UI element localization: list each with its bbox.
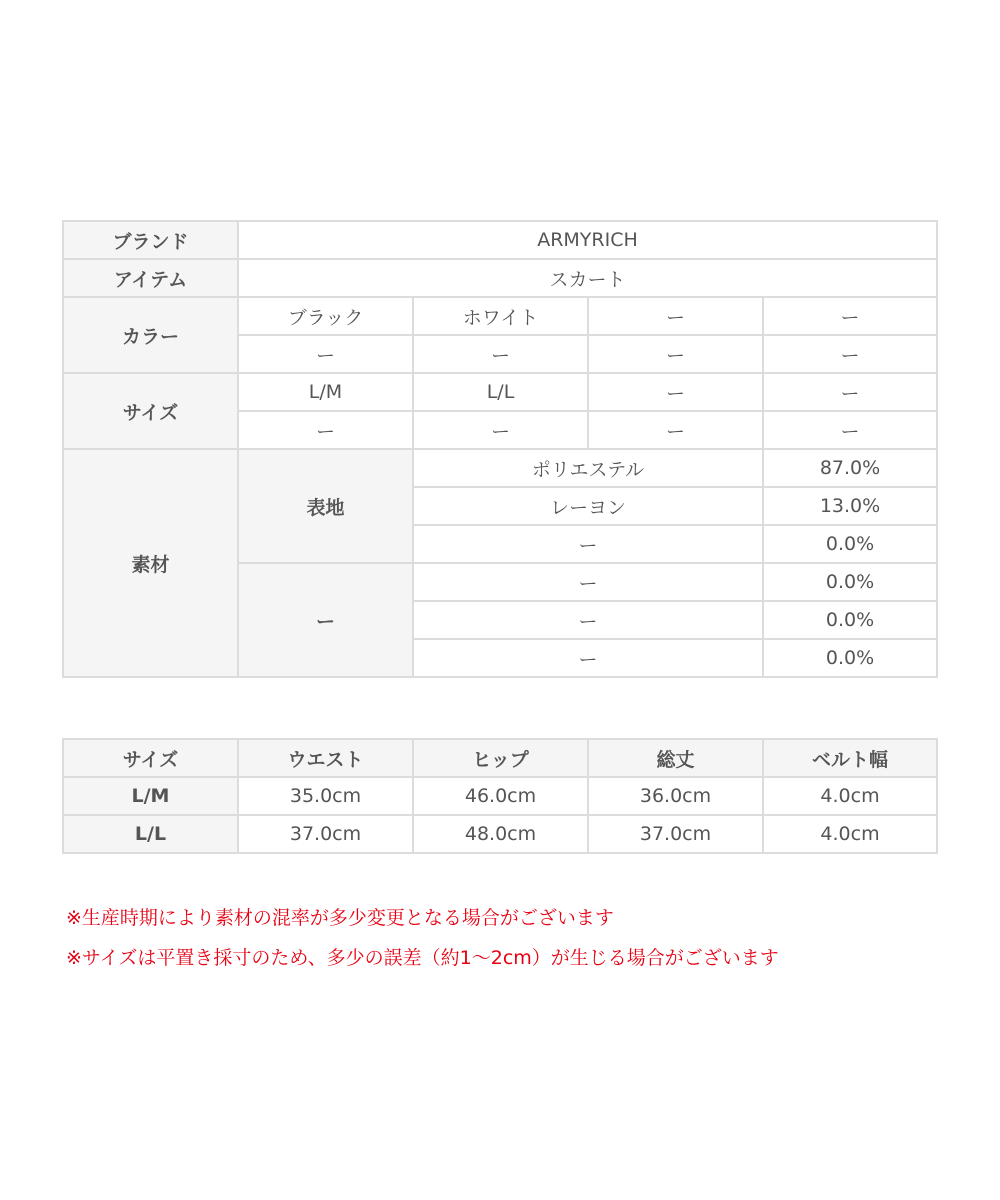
material-group-label: ー [238,563,413,677]
size-label: サイズ [63,373,238,449]
size-chart-size-label: L/M [63,777,238,815]
material-percent: 0.0% [763,525,937,563]
item-value: スカート [238,259,937,297]
size-cell: L/L [413,373,588,411]
material-name: レーヨン [413,487,763,525]
brand-row [63,221,937,259]
size-chart-cell: 37.0cm [238,815,413,853]
material-group-label: 表地 [238,449,413,563]
size-chart-size-label: L/L [63,815,238,853]
size-chart-table [62,738,938,854]
size-chart-header: ヒップ [413,739,588,777]
size-chart-header-row [63,739,937,777]
size-chart-cell: 37.0cm [588,815,763,853]
material-row [63,449,937,487]
size-chart-cell: 46.0cm [413,777,588,815]
size-chart-cell: 4.0cm [763,777,937,815]
color-cell: ー [763,335,937,373]
size-chart-cell: 36.0cm [588,777,763,815]
size-chart-cell: 4.0cm [763,815,937,853]
item-label: アイテム [63,259,238,297]
size-chart-row [63,777,937,815]
material-percent: 0.0% [763,563,937,601]
material-label: 素材 [63,449,238,677]
size-cell: ー [763,373,937,411]
size-chart-header: サイズ [63,739,238,777]
size-chart-header: ベルト幅 [763,739,937,777]
size-cell: ー [588,373,763,411]
product-spec-table [62,220,938,678]
material-name: ー [413,563,763,601]
material-percent: 13.0% [763,487,937,525]
size-cell: ー [413,411,588,449]
color-cell: ブラック [238,297,413,335]
color-row [63,297,937,335]
material-percent: 0.0% [763,639,937,677]
size-chart-row [63,815,937,853]
material-percent: 87.0% [763,449,937,487]
color-cell: ー [238,335,413,373]
color-cell: ホワイト [413,297,588,335]
brand-label: ブランド [63,221,238,259]
notes-block [66,898,779,978]
color-cell: ー [588,297,763,335]
size-cell: L/M [238,373,413,411]
color-cell: ー [588,335,763,373]
color-cell: ー [763,297,937,335]
item-row [63,259,937,297]
color-label: カラー [63,297,238,373]
size-cell: ー [588,411,763,449]
color-cell: ー [413,335,588,373]
size-row [63,373,937,411]
material-name: ー [413,525,763,563]
size-cell: ー [238,411,413,449]
size-chart-cell: 48.0cm [413,815,588,853]
size-chart-header: ウエスト [238,739,413,777]
size-chart-header: 総丈 [588,739,763,777]
size-chart-cell: 35.0cm [238,777,413,815]
note-text: ※生産時期により素材の混率が多少変更となる場合がございます [66,907,614,929]
material-name: ー [413,639,763,677]
material-name: ー [413,601,763,639]
material-name: ポリエステル [413,449,763,487]
note-text: ※サイズは平置き採寸のため、多少の誤差（約1～2cm）が生じる場合がございます [66,947,779,969]
material-percent: 0.0% [763,601,937,639]
size-cell: ー [763,411,937,449]
brand-value: ARMYRICH [238,221,937,259]
